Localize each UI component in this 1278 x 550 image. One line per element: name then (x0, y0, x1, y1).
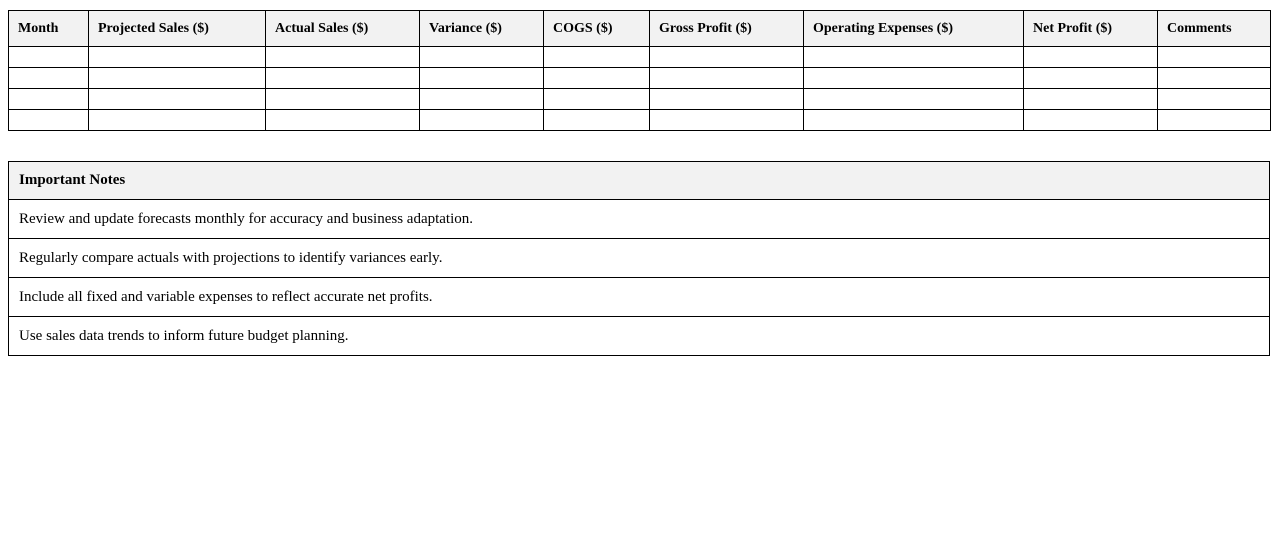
column-header: COGS ($) (544, 11, 650, 47)
note-row (9, 239, 1270, 278)
table-cell (544, 110, 650, 131)
table-cell (89, 89, 266, 110)
table-cell (89, 68, 266, 89)
table-row (9, 89, 1271, 110)
table-cell (420, 47, 544, 68)
notes-header-row (9, 162, 1270, 200)
table-row (9, 47, 1271, 68)
table-cell (804, 68, 1024, 89)
note-row (9, 278, 1270, 317)
table-cell (9, 68, 89, 89)
table-cell (804, 89, 1024, 110)
table-cell (650, 89, 804, 110)
table-cell (420, 89, 544, 110)
table-cell (650, 68, 804, 89)
note-row (9, 317, 1270, 356)
table-cell (1024, 89, 1158, 110)
note-text: Regularly compare actuals with projections to identify variances early. (9, 239, 1270, 278)
table-cell (266, 68, 420, 89)
table-cell (1158, 68, 1271, 89)
column-header: Operating Expenses ($) (804, 11, 1024, 47)
notes-title: Important Notes (9, 162, 1270, 200)
table-cell (1158, 110, 1271, 131)
table-row (9, 68, 1271, 89)
table-cell (266, 110, 420, 131)
table-cell (9, 89, 89, 110)
table-cell (1024, 47, 1158, 68)
column-header: Actual Sales ($) (266, 11, 420, 47)
table-cell (1158, 89, 1271, 110)
column-header: Gross Profit ($) (650, 11, 804, 47)
table-cell (1158, 47, 1271, 68)
table-row (9, 110, 1271, 131)
table-cell (1024, 68, 1158, 89)
table-cell (804, 110, 1024, 131)
note-row (9, 200, 1270, 239)
table-cell (420, 68, 544, 89)
note-text: Review and update forecasts monthly for accuracy and business adaptation. (9, 200, 1270, 239)
table-cell (9, 47, 89, 68)
table-cell (266, 89, 420, 110)
column-header: Net Profit ($) (1024, 11, 1158, 47)
table-cell (89, 110, 266, 131)
table-cell (650, 47, 804, 68)
column-header: Comments (1158, 11, 1271, 47)
table-cell (420, 110, 544, 131)
note-text: Include all fixed and variable expenses to reflect accurate net profits. (9, 278, 1270, 317)
table-cell (544, 89, 650, 110)
column-header: Variance ($) (420, 11, 544, 47)
table-cell (266, 47, 420, 68)
note-text: Use sales data trends to inform future budget planning. (9, 317, 1270, 356)
table-cell (544, 68, 650, 89)
notes-table (8, 161, 1270, 356)
table-cell (1024, 110, 1158, 131)
column-header: Month (9, 11, 89, 47)
table-cell (804, 47, 1024, 68)
budget-header-row (9, 11, 1271, 47)
column-header: Projected Sales ($) (89, 11, 266, 47)
table-cell (9, 110, 89, 131)
table-cell (544, 47, 650, 68)
table-cell (89, 47, 266, 68)
budget-table (8, 10, 1271, 131)
table-cell (650, 110, 804, 131)
